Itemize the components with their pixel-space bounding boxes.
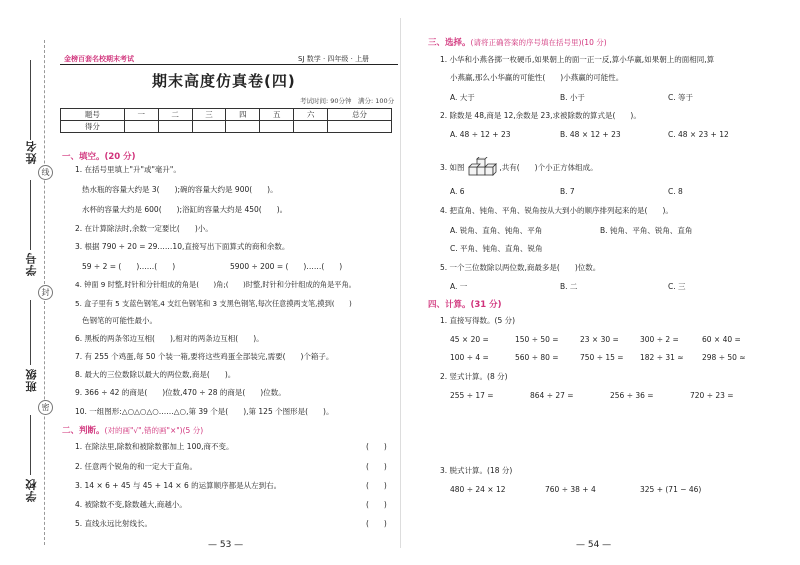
calc-p3-title: 3. 脱式计算。(18 分): [440, 466, 513, 475]
calc-p2-title: 2. 竖式计算。(8 分): [440, 372, 508, 381]
choice-q2: 2. 除数是 48,商是 12,余数是 23,求被除数的算式是( )。: [440, 111, 641, 120]
score-cell[interactable]: [226, 121, 260, 133]
choice-q3: [440, 157, 598, 179]
fill-q9: 9. 366 ÷ 42 的商是( )位数,470 ÷ 28 的商是( )位数。: [75, 388, 286, 397]
section-calc-title: 四、计算。(31 分): [428, 300, 502, 310]
choice-q4-opt-a[interactable]: A. 锐角、直角、钝角、平角: [450, 226, 543, 235]
exam-meta: 考试时间: 90分钟 满分: 100分: [300, 97, 395, 105]
id-label: 学号: [25, 252, 38, 276]
choice-q3-opt-b[interactable]: B. 7: [560, 187, 575, 196]
calc-p2-item: 256 ÷ 36 =: [610, 391, 654, 400]
calc-p2-item: 255 ÷ 17 =: [450, 391, 494, 400]
calc-p1-item: 750 ÷ 15 =: [580, 353, 624, 362]
calc-p3-item: 325 + (71 − 46): [640, 485, 702, 494]
choice-q1: 1. 小华和小燕各掷一枚硬币,如果朝上的面一正一反,算小华赢,如果朝上的面相同,算: [440, 55, 715, 64]
fill-q6: 6. 黑板的两条邻边互相( ),相对的两条边互相( )。: [75, 334, 264, 343]
fill-q4: 4. 钟面 9 时整,时针和分针组成的角是( )角;( )时整,时针和分针组成的角是平角。: [75, 280, 356, 289]
calc-p3-item: 760 ÷ 38 + 4: [545, 485, 596, 494]
choice-q1-cont: 小燕赢,那么小华赢的可能性( )小燕赢的可能性。: [450, 73, 624, 82]
score-header: 二: [158, 109, 192, 121]
section-judge-title: [62, 424, 203, 436]
section-choice-title: [428, 36, 607, 48]
fill-q3-b: 5900 ÷ 200 = ( )……( ): [230, 262, 343, 271]
score-header: 五: [260, 109, 294, 121]
section-judge-title-text: 二、判断。: [62, 426, 105, 436]
judge-q3-answer[interactable]: ( ): [366, 481, 387, 490]
score-cell[interactable]: [294, 121, 328, 133]
judge-q5-answer[interactable]: ( ): [366, 519, 387, 528]
series-tag: 金榜百套名校期末考试: [64, 55, 134, 63]
score-row-label: 得分: [61, 121, 125, 133]
score-cell[interactable]: [328, 121, 392, 133]
score-header: 题号: [61, 109, 125, 121]
choice-q2-opt-b[interactable]: B. 48 × 12 + 23: [560, 130, 621, 139]
score-cell[interactable]: [260, 121, 294, 133]
grade-label: SJ 数学 · 四年级 · 上册: [298, 55, 370, 63]
choice-q5-opt-a[interactable]: A. 一: [450, 282, 468, 291]
calc-p1-item: 182 ÷ 31 ≈: [640, 353, 684, 362]
class-underline: [30, 300, 31, 365]
judge-q1-answer[interactable]: ( ): [366, 442, 387, 451]
choice-q3-suffix: ,共有( )个小正方体组成。: [499, 163, 598, 172]
fill-q10: 10. 一组图形:△○△○△○……△○,第 39 个是( ),第 125 个图形是( )。: [75, 407, 334, 416]
name-underline: [30, 60, 31, 140]
calc-p1-item: 300 ÷ 2 =: [640, 335, 679, 344]
cut-mark: 封: [38, 285, 53, 300]
calc-p1-item: 60 × 40 =: [702, 335, 741, 344]
fill-q3-a: 59 ÷ 2 = ( )……( ): [82, 262, 176, 271]
section-judge-subtitle: (对的画"√",错的画"×")(5 分): [104, 426, 204, 435]
section-fill-title: 一、填空。(20 分): [62, 152, 136, 162]
calc-p1-item: 23 × 30 =: [580, 335, 619, 344]
calc-p1-item: 298 ÷ 50 ≈: [702, 353, 746, 362]
score-cell[interactable]: [124, 121, 158, 133]
judge-q4: 4. 被除数不变,除数越大,商越小。: [75, 500, 187, 509]
score-header: 六: [294, 109, 328, 121]
choice-q4-opt-b[interactable]: B. 钝角、平角、锐角、直角: [600, 226, 693, 235]
choice-q5-opt-c[interactable]: C. 三: [668, 282, 686, 291]
name-label: 姓名: [25, 140, 38, 164]
fill-q1-b: 水杯的容量大约是 600( );浴缸的容量大约是 450( )。: [82, 205, 288, 214]
fill-q2: 2. 在计算除法时,余数一定要比( )小。: [75, 224, 213, 233]
choice-q3-prefix: 3. 如图: [440, 163, 465, 172]
page-number-right: — 54 —: [576, 540, 612, 550]
judge-q2: 2. 任意两个锐角的和一定大于直角。: [75, 462, 198, 471]
section-choice-title-text: 三、选择。: [428, 38, 471, 48]
binding-strip: [0, 0, 58, 565]
fill-q1: 1. 在括号里填上"升"或"毫升"。: [75, 165, 181, 174]
id-underline: [30, 180, 31, 250]
choice-q4: 4. 把直角、钝角、平角、锐角按从大到小的顺序排列起来的是( )。: [440, 206, 673, 215]
judge-q2-answer[interactable]: ( ): [366, 462, 387, 471]
class-label: 班级: [25, 368, 38, 392]
score-header: 总分: [328, 109, 392, 121]
choice-q1-opt-b[interactable]: B. 小于: [560, 93, 585, 102]
fill-q3: 3. 根据 790 ÷ 20 = 29……10,直接写出下面算式的商和余数。: [75, 242, 290, 251]
score-header: 三: [192, 109, 226, 121]
calc-p2-item: 864 ÷ 27 =: [530, 391, 574, 400]
judge-q3: 3. 14 × 6 + 45 与 45 + 14 × 6 的运算顺序都是从左到右。: [75, 481, 282, 490]
school-label: 学校: [25, 478, 38, 502]
choice-q3-opt-a[interactable]: A. 6: [450, 187, 465, 196]
score-cell[interactable]: [158, 121, 192, 133]
page-title: 期末高度仿真卷(四): [152, 72, 296, 90]
score-header: 四: [226, 109, 260, 121]
school-underline: [30, 415, 31, 475]
choice-q1-opt-a[interactable]: A. 大于: [450, 93, 475, 102]
section-choice-subtitle: (请将正确答案的序号填在括号里)(10 分): [470, 38, 607, 47]
choice-q2-opt-a[interactable]: A. 48 ÷ 12 + 23: [450, 130, 511, 139]
fill-q5-cont: 色钢笔的可能性最小。: [82, 316, 157, 325]
choice-q3-opt-c[interactable]: C. 8: [668, 187, 683, 196]
cube-stack-icon: [467, 157, 497, 179]
choice-q1-opt-c[interactable]: C. 等于: [668, 93, 694, 102]
choice-q4-opt-c[interactable]: C. 平角、钝角、直角、锐角: [450, 244, 543, 253]
calc-p2-item: 720 ÷ 23 =: [690, 391, 734, 400]
choice-q2-opt-c[interactable]: C. 48 × 23 + 12: [668, 130, 729, 139]
score-table: [60, 108, 392, 133]
calc-p1-title: 1. 直接写得数。(5 分): [440, 316, 516, 325]
header-rule: [60, 64, 398, 65]
cut-mark: 线: [38, 165, 53, 180]
calc-p1-item: 100 ÷ 4 =: [450, 353, 489, 362]
judge-q4-answer[interactable]: ( ): [366, 500, 387, 509]
fill-q8: 8. 最大的三位数除以最大的两位数,商是( )。: [75, 370, 236, 379]
score-header: 一: [124, 109, 158, 121]
choice-q5-opt-b[interactable]: B. 二: [560, 282, 578, 291]
judge-q1: 1. 在除法里,除数和被除数都加上 100,商不变。: [75, 442, 234, 451]
calc-p1-item: 560 ÷ 80 =: [515, 353, 559, 362]
fill-q1-a: 热水瓶的容量大约是 3( );碗的容量大约是 900( )。: [82, 185, 278, 194]
fill-q5: 5. 盒子里有 5 支蓝色钢笔,4 支红色钢笔和 3 支黑色钢笔,每次任意摸两支笔,摸到( ): [75, 299, 352, 308]
fill-q7: 7. 有 255 个鸡蛋,每 50 个装一箱,要将这些鸡蛋全部装完,需要( )个箱子。: [75, 352, 334, 361]
score-cell[interactable]: [192, 121, 226, 133]
calc-p3-item: 480 ÷ 24 × 12: [450, 485, 506, 494]
calc-p1-item: 150 ÷ 50 =: [515, 335, 559, 344]
cut-mark: 密: [38, 400, 53, 415]
judge-q5: 5. 直线永远比射线长。: [75, 519, 153, 528]
choice-q5: 5. 一个三位数除以两位数,商最多是( )位数。: [440, 263, 601, 272]
page-number-left: — 53 —: [208, 540, 244, 550]
page-divider: [400, 18, 401, 548]
calc-p1-item: 45 × 20 =: [450, 335, 489, 344]
